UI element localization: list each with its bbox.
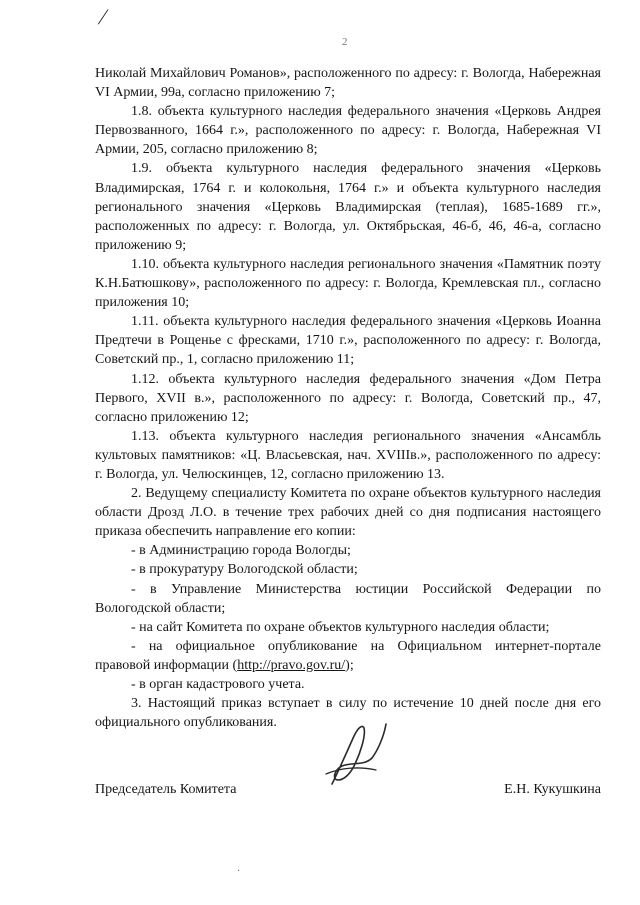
paragraph-continuation: Николай Михайлович Романов», расположенного по адресу: г. Вологда, Набережная VI Армии, 99а, согласно приложению 7;: [95, 66, 601, 101]
list-item: - в Управление Министерства юстиции Российской Федерации по Вологодской области;: [95, 581, 601, 616]
list-item: - в прокуратуру Вологодской области;: [131, 562, 358, 578]
paragraph-1-8: 1.8. объекта культурного наследия федерального значения «Церковь Андрея Первозванного, 1664 г.», расположенного по адресу: г. Вологда, Набережная VI Армии, 205, согласно приложению 8;: [95, 104, 601, 158]
list-item: - в Администрацию города Вологды;: [131, 543, 351, 559]
paragraph-1-9: 1.9. объекта культурного наследия федерального значения «Церковь Владимирская, 1764 г. и колокольня, 1764 г.» и объекта культурного наследия регионального значения «Церковь Владимирская (теплая), 1685-1689 гг.», расположенных по адресу: г. Вологда, ул. Октябрьская, 46-б, 46, 46-а, согласно приложению 9;: [95, 161, 601, 253]
signature-row: [95, 782, 601, 822]
document-body: [95, 64, 601, 732]
paragraph-2: 2. Ведущему специалисту Комитета по охране объектов культурного наследия области Дрозд Л.О. в течение трех рабочих дней со дня подписания настоящего приказа обеспечить направление его копии:: [95, 486, 601, 540]
paragraph-1-13: 1.13. объекта культурного наследия регионального значения «Ансамбль культовых памятников: «Ц. Власьевская, нач. XVIIIв.», расположенного по адресу: г. Вологда, ул. Челюскинцев, 12, согласно приложению 13.: [95, 428, 601, 482]
signatory-title: Председатель Комитета: [95, 782, 237, 797]
paragraph-1-11: 1.11. объекта культурного наследия федерального значения «Церковь Иоанна Предтечи в Рощенье с фресками, 1710 г.», расположенного по адресу: г. Вологда, Советский пр., 1, согласно приложению 11;: [95, 314, 601, 368]
list-item: - в орган кадастрового учета.: [131, 677, 305, 692]
paragraph-3: 3. Настоящий приказ вступает в силу по истечение 10 дней после дня его официального опубликования.: [95, 696, 601, 731]
signatory-name: Е.Н. Кукушкина: [504, 782, 601, 797]
top-mark: /: [96, 4, 111, 29]
portal-text-after: );: [345, 657, 354, 673]
pravo-gov-link[interactable]: http://pravo.gov.ru/: [237, 657, 346, 673]
list-item-portal: [95, 637, 601, 675]
list-item: - на сайт Комитета по охране объектов культурного наследия области;: [131, 619, 550, 635]
paragraph-1-12: 1.12. объекта культурного наследия федерального значения «Дом Петра Первого, XVII в.», расположенного по адресу: г. Вологда, Советский пр., 47, согласно приложению 12;: [95, 371, 601, 425]
scan-speck: ·: [237, 866, 241, 877]
portal-text-before: - на официальное опубликование на Официальном интернет-портале правовой информации (: [95, 638, 601, 673]
paragraph-1-10: 1.10. объекта культурного наследия регионального значения «Памятник поэту К.Н.Батюшкову», расположенного по адресу: г. Вологда, Кремлевская пл., согласно приложения 10;: [95, 256, 601, 311]
page-number: 2: [342, 36, 348, 48]
